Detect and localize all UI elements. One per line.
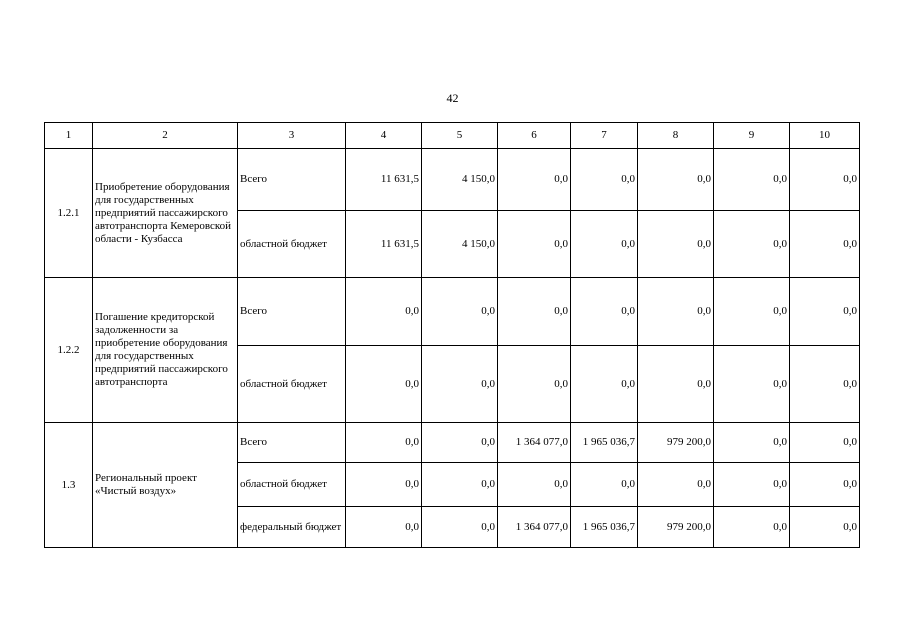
funding-source: Всего xyxy=(238,149,346,211)
value-cell: 0,0 xyxy=(571,278,638,346)
value-cell: 0,0 xyxy=(714,507,790,548)
value-cell: 0,0 xyxy=(498,149,571,211)
column-header: 9 xyxy=(714,123,790,149)
funding-source: Всего xyxy=(238,278,346,346)
item-code: 1.2.1 xyxy=(45,149,93,278)
value-cell: 0,0 xyxy=(714,211,790,278)
value-cell: 0,0 xyxy=(714,423,790,463)
column-header: 4 xyxy=(346,123,422,149)
value-cell: 11 631,5 xyxy=(346,149,422,211)
page-number: 42 xyxy=(446,91,459,105)
value-cell: 0,0 xyxy=(790,507,860,548)
value-cell: 1 965 036,7 xyxy=(571,507,638,548)
value-cell: 0,0 xyxy=(498,463,571,507)
header-row xyxy=(45,123,860,149)
value-cell: 0,0 xyxy=(790,346,860,423)
column-header: 6 xyxy=(498,123,571,149)
value-cell: 0,0 xyxy=(346,346,422,423)
column-header: 8 xyxy=(638,123,714,149)
funding-source: областной бюджет xyxy=(238,346,346,423)
value-cell: 0,0 xyxy=(790,423,860,463)
item-name: Региональный проект «Чистый воздух» xyxy=(93,423,238,548)
value-cell: 0,0 xyxy=(498,346,571,423)
table-row xyxy=(45,278,860,346)
value-cell: 4 150,0 xyxy=(422,149,498,211)
value-cell: 0,0 xyxy=(714,278,790,346)
value-cell: 0,0 xyxy=(422,346,498,423)
budget-table xyxy=(44,122,860,548)
value-cell: 11 631,5 xyxy=(346,211,422,278)
value-cell: 1 364 077,0 xyxy=(498,423,571,463)
value-cell: 0,0 xyxy=(346,278,422,346)
value-cell: 0,0 xyxy=(638,149,714,211)
value-cell: 0,0 xyxy=(571,346,638,423)
value-cell: 0,0 xyxy=(346,463,422,507)
value-cell: 0,0 xyxy=(571,463,638,507)
value-cell: 0,0 xyxy=(638,346,714,423)
value-cell: 0,0 xyxy=(790,278,860,346)
item-name: Погашение кредиторской задолженности за приобретение оборудования для государственных предприятий пассажирского автотранспорта xyxy=(93,278,238,423)
value-cell: 0,0 xyxy=(714,346,790,423)
value-cell: 0,0 xyxy=(638,463,714,507)
table-row xyxy=(45,149,860,211)
item-code: 1.2.2 xyxy=(45,278,93,423)
value-cell: 0,0 xyxy=(638,278,714,346)
value-cell: 1 364 077,0 xyxy=(498,507,571,548)
value-cell: 979 200,0 xyxy=(638,507,714,548)
funding-source: Всего xyxy=(238,423,346,463)
item-code: 1.3 xyxy=(45,423,93,548)
value-cell: 0,0 xyxy=(790,463,860,507)
funding-source: областной бюджет xyxy=(238,211,346,278)
value-cell: 0,0 xyxy=(714,149,790,211)
value-cell: 0,0 xyxy=(571,211,638,278)
value-cell: 0,0 xyxy=(422,278,498,346)
value-cell: 0,0 xyxy=(422,507,498,548)
funding-source: областной бюджет xyxy=(238,463,346,507)
column-header: 5 xyxy=(422,123,498,149)
column-header: 7 xyxy=(571,123,638,149)
value-cell: 0,0 xyxy=(714,463,790,507)
value-cell: 0,0 xyxy=(790,211,860,278)
table-row xyxy=(45,423,860,463)
value-cell: 1 965 036,7 xyxy=(571,423,638,463)
value-cell: 0,0 xyxy=(571,149,638,211)
value-cell: 0,0 xyxy=(422,463,498,507)
value-cell: 0,0 xyxy=(346,507,422,548)
value-cell: 0,0 xyxy=(422,423,498,463)
value-cell: 0,0 xyxy=(638,211,714,278)
column-header: 3 xyxy=(238,123,346,149)
value-cell: 4 150,0 xyxy=(422,211,498,278)
value-cell: 0,0 xyxy=(498,211,571,278)
column-header: 1 xyxy=(45,123,93,149)
column-header: 2 xyxy=(93,123,238,149)
value-cell: 0,0 xyxy=(346,423,422,463)
value-cell: 0,0 xyxy=(498,278,571,346)
value-cell: 0,0 xyxy=(790,149,860,211)
column-header: 10 xyxy=(790,123,860,149)
funding-source: федеральный бюджет xyxy=(238,507,346,548)
value-cell: 979 200,0 xyxy=(638,423,714,463)
item-name: Приобретение оборудования для государственных предприятий пассажирского автотранспорта Кемеровской области - Кузбасса xyxy=(93,149,238,278)
